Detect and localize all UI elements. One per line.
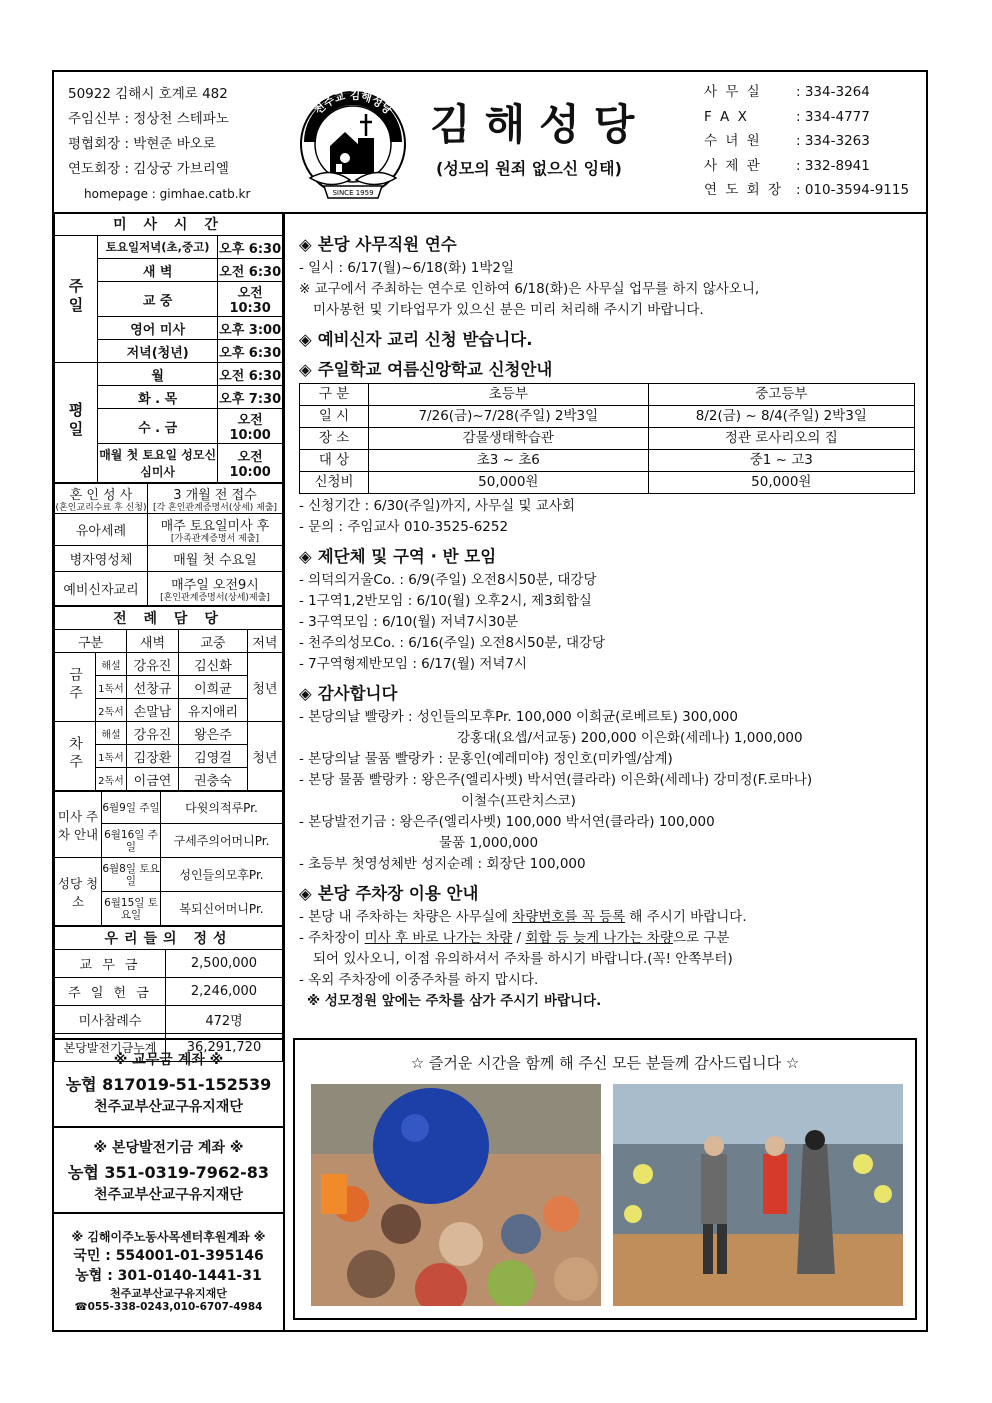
- liturgy-table: 전 례 담 당 구분 새벽 교중 저녁 금주 해설 강유진 김신화 청년 1독서 선창규 이희균 2독서 손말남 유지애리 차주 해설 강유진 왕은주 청년 1독서 김장환 김영걸 2독서 이금연 권충숙: [54, 606, 283, 791]
- liturgy-title: 전 례 담 당: [55, 607, 283, 630]
- thanks-item: 이철수(프란치스코): [461, 793, 576, 809]
- parish-title: 김해성당: [430, 100, 649, 149]
- thanks-item: - 본당의날 빨랑카 : 성인들의모후Pr. 100,000 이희균(로베르토) 300,000: [299, 709, 738, 725]
- meeting-item: - 3구역모임 : 6/10(월) 저녁7시30분: [299, 614, 519, 630]
- summer-school-table: 구 분 초등부 중고등부 일 시 7/26(금)~7/28(주일) 2박3일 8/2(금) ~ 8/4(주일) 2박3일 장 소 감물생태학습관 정관 로사리오의 집 대 상 초3 ~ 초6 중1 ~ 고3 신청비 50,000원 50,000원: [299, 383, 915, 494]
- account-box-dues: ※ 교무금 계좌 ※ 농협 817019-51-152539 천주교부산교구유지재단: [54, 1038, 283, 1136]
- labor-center-box: ※ 김해이주노동사목센터후원계좌 ※ 국민 : 554001-01-395146 농협 : 301-0140-1441-31 천주교부산교구유지재단 ☎055-338-0243,010-6707-4984: [54, 1212, 283, 1346]
- notice-parking-title: ◈ 본당 주차장 이용 안내: [299, 884, 479, 903]
- contact-row: 사 무 실 : 334-3264: [704, 84, 870, 100]
- labor-center-phone: ☎055-338-0243,010-6707-4984: [74, 1301, 263, 1313]
- notice-meetings-title: ◈ 제단체 및 구역 · 반 모임: [299, 547, 497, 566]
- sunday-label: 주일: [55, 236, 98, 363]
- event-photo-2: [613, 1084, 903, 1306]
- contact-row: F A X : 334-4777: [704, 108, 870, 125]
- logo-text-top: 천주교 김해성당: [311, 88, 395, 117]
- main-content: [285, 212, 926, 1330]
- weekday-label: 평일: [55, 363, 98, 483]
- address: 50922 김해시 호계로 482: [68, 86, 228, 102]
- event-photo-1: [311, 1084, 601, 1306]
- notice-catechumen-title: ◈ 예비신자 교리 신청 받습니다.: [299, 330, 533, 349]
- offerings-table: 우리들의 정성 교 무 금 2,500,000 주 일 헌 금 2,246,000 미사참례수 472명 본당발전기금누계 36,291,720: [54, 926, 283, 1062]
- logo-since: SINCE 1959: [332, 189, 374, 197]
- thanks-item: 강홍대(요셉/서교동) 200,000 이은화(세레나) 1,000,000: [457, 730, 803, 746]
- parish-logo: [290, 86, 416, 204]
- contact-row: 연 도 회 장 : 010-3594-9115: [704, 182, 910, 198]
- sidebar: [54, 212, 285, 1330]
- parish-subtitle: (성모의 원죄 없으신 잉태): [436, 159, 622, 178]
- account-number-fund: 농협 351-0319-7962-83: [67, 1163, 270, 1182]
- sacraments-table: 혼 인 성 사 (혼인교리수료 후 신청) 3 개월 전 접수 [각 혼인관계증명서(상세) 제출] 유아세례 매주 토요일미사 후 [가족관계증명서 제출] 병자영성체 매월 첫 수요일 예비신자교리 매주일 오전9시 [혼인관계증명서(상세)제출]: [54, 483, 283, 606]
- mass-schedule-table: 미 사 시 간 주일 토요일저녁(초,중고) 오후 6:30 새 벽 오전 6:30 교 중 오전 10:30 영어 미사 오후 3:00 저녁(청년) 오후 6:30 평일 월 오전 6:30 화 . 목 오후 7:30 수 . 금 오전 10:00 매월 첫 토요일 성모신심미사 오전 10:00: [54, 212, 283, 483]
- meeting-item: - 천주의성모Co. : 6/16(주일) 오전8시50분, 대강당: [299, 635, 606, 651]
- thanks-item: - 초등부 첫영성체반 성지순례 : 회장단 100,000: [299, 856, 586, 872]
- notices: ◈ 본당 사무직원 연수 - 일시 : 6/17(월)~6/18(화) 1박2일 ※ 교구에서 주최하는 연수로 인하여 6/18(화)은 사무실 업무를 하지 않사오니, 미사봉헌 및 기타업무가 있으신 분은 미리 처리해 주시기 바랍니다. ◈ 예비신자 교리 신청 받습니다. ◈ 주일학교 여름신앙학교 신청안내 구 분 초등부 중고등부 일 시 7/26(금)~7/28(주일) 2박3일 8/2(금) ~ 8/4(주일) 2박3일 장 소 감물생태학습관 정관 로사리오의 집 대 상 초3 ~ 초6 중1 ~ 고3 신청비 50,000원 50,000원 - 신청기간 : 6/30(주일)까지, 사무실 및 교사회 - 문의 : 주임교사 010-3525-6252 ◈ 제단체 및 구역 · 반 모임 - 의덕의거울Co. : 6/9(주일) 오전8시50분, 대강당 - 1구역1,2반모임 : 6/10(월) 오후2시, 제3회합실 - 3구역모임 : 6/10(월) 저녁7시30분 - 천주의성모Co. : 6/16(주일) 오전8시50분, 대강당 - 7구역형제반모임 : 6/17(월) 저녁7시 ◈ 감사합니다 - 본당의날 빨랑카 : 성인들의모후Pr. 100,000 이희균(로베르토) 300,000 강홍대(요셉/서교동) 200,000 이은화(세레나) 1,000,000 - 본당의날 물품 빨랑카 : 문홍인(예레미야) 정인호(미카엘/삼계) - 본당 물품 빨랑카 : 왕은주(엘리사벳) 박서연(클라라) 이은화(세레나) 강미정(F.로마나) 이철수(프란치스코) - 본당발전기금 : 왕은주(엘리사벳) 100,000 박서연(클라라) 100,000 물품 1,000,000 - 초등부 첫영성체반 성지순례 : 회장단 100,000 ◈ 본당 주차장 이용 안내 - 본당 내 주차하는 차량은 사무실에 차량번호를 꼭 등록 해 주시기 바랍니다. - 주차장이 미사 후 바로 나가는 차량 / 회합 등 늦게 나가는 차량으로 구분 되어 있사오니, 이점 유의하셔서 주차를 하시기 바랍니다.(꼭! 안쪽부터) - 옥외 주차장에 이중주차를 하지 맙시다. ※ 성모정원 앞에는 주차를 삼가 주시기 바랍니다.: [299, 228, 919, 1012]
- pastor: 주임신부 : 정상천 스테파노: [68, 111, 229, 127]
- notice-staff-training-title: ◈ 본당 사무직원 연수: [299, 235, 457, 254]
- thanks-item: - 본당발전기금 : 왕은주(엘리사벳) 100,000 박서연(클라라) 100,000: [299, 814, 715, 830]
- homepage-link[interactable]: homepage : gimhae.catb.kr: [84, 187, 251, 201]
- contact-row: 수 녀 원 : 334-3263: [704, 133, 870, 149]
- offerings-title: 우리들의 정성: [55, 927, 283, 950]
- contact-row: 사 제 관 : 332-8941: [704, 157, 870, 174]
- youth-chair: 연도회장 : 김상궁 가브리엘: [68, 161, 229, 177]
- parish-info: [68, 82, 250, 207]
- notice-summer-school-title: ◈ 주일학교 여름신앙학교 신청안내: [299, 360, 553, 379]
- thanks-item: 물품 1,000,000: [439, 835, 539, 851]
- contact-list: [704, 80, 909, 203]
- bulletin-header: [54, 72, 926, 214]
- account-box-fund: ※ 본당발전기금 계좌 ※ 농협 351-0319-7962-83 천주교부산교구유지재단: [54, 1126, 283, 1222]
- meeting-item: - 7구역형제반모임 : 6/17(월) 저녁7시: [299, 656, 528, 672]
- council-chair: 평협회장 : 박현준 바오로: [68, 136, 216, 152]
- meeting-item: - 의덕의거울Co. : 6/9(주일) 오전8시50분, 대강당: [299, 572, 597, 588]
- notice-thanks-title: ◈ 감사합니다: [299, 684, 398, 703]
- meeting-item: - 1구역1,2반모임 : 6/10(월) 오후2시, 제3회합실: [299, 593, 592, 609]
- account-number-dues: 농협 817019-51-152539: [65, 1075, 272, 1094]
- thanks-item: - 본당의날 물품 빨랑카 : 문홍인(예레미야) 정인호(미카엘/삼계): [299, 751, 673, 767]
- photo-caption: ☆ 즐거운 시간을 함께 해 주신 모든 분들께 감사드립니다 ☆: [410, 1054, 800, 1072]
- photo-gallery: [293, 1038, 917, 1320]
- mass-schedule-title: 미 사 시 간: [55, 213, 283, 236]
- bulletin-page: [52, 70, 928, 1332]
- thanks-item: - 본당 물품 빨랑카 : 왕은주(엘리사벳) 박서연(클라라) 이은화(세레나) 강미정(F.로마나): [299, 772, 813, 788]
- parking-duty-table: 미사 주차 안내 6월9일 주일 다윗의적루Pr. 6월16일 주일 구세주의어머니Pr. 성당 청소 6월8일 토요일 성인들의모후Pr. 6월15일 토요일 복되신어머니Pr.: [54, 791, 283, 926]
